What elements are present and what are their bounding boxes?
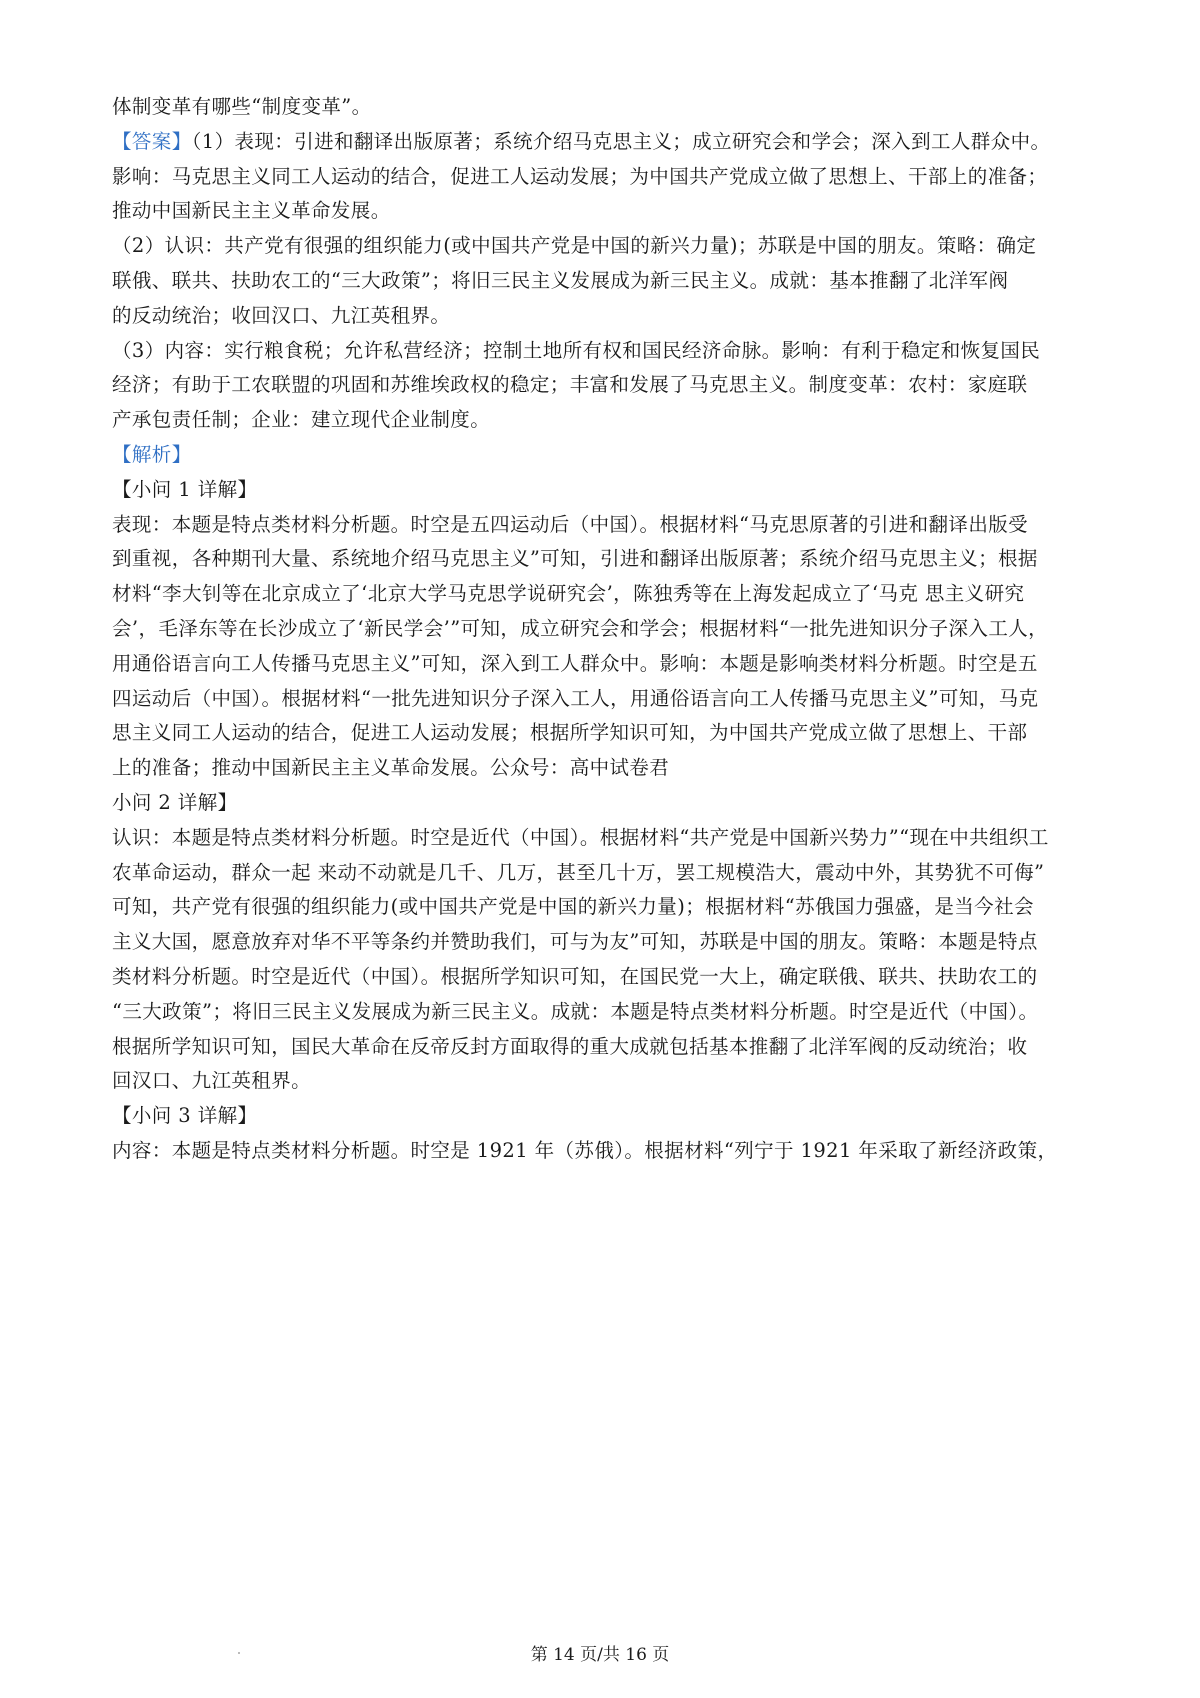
analysis-label: 【解析】: [112, 442, 192, 466]
text-line: （3）内容：实行粮食税；允许私营经济；控制土地所有权和国民经济命脉。影响：有利于稳定和恢复国民: [112, 338, 1041, 362]
text-line: 的反动统治；收回汉口、九江英租界。: [112, 303, 451, 327]
text-line: 体制变革有哪些“制度变革”。: [112, 95, 372, 118]
page-number: 第 14 页/共 16 页: [530, 1645, 670, 1665]
page-body: [112, 90, 1102, 1169]
answer-label: 【答案】: [112, 129, 192, 153]
text-line: 回汉口、九江英租界。: [112, 1069, 312, 1093]
text-line: 认识：本题是特点类材料分析题。时空是近代（中国）。根据材料“共产党是中国新兴势力”“现在中共组织工: [112, 825, 1049, 849]
text-line: 推动中国新民主主义革命发展。: [112, 199, 391, 223]
subquestion-heading: 【小问 1 详解】: [112, 477, 258, 501]
text-line: 产承包责任制；企业：建立现代企业制度。: [112, 408, 491, 432]
text-line: 农革命运动，群众一起 来动不动就是几千、几万，甚至几十万，罢工规模浩大，震动中外，其势犹不可侮”: [112, 860, 1045, 884]
text-line: 可知，共产党有很强的组织能力(或中国共产党是中国的新兴力量)；根据材料“苏俄国力强盛，是当今社会: [112, 895, 1034, 919]
text-line: 到重视，各种期刊大量、系统地介绍马克思主义”可知，引进和翻译出版原著；系统介绍马克思主义；根据: [112, 547, 1038, 571]
text-line: 影响：马克思主义同工人运动的结合，促进工人运动发展；为中国共产党成立做了思想上、干部上的准备；: [112, 164, 1048, 188]
text-line: 经济；有助于工农联盟的巩固和苏维埃政权的稳定；丰富和发展了马克思主义。制度变革：农村：家庭联: [112, 373, 1028, 397]
text-line: 用通俗语言向工人传播马克思主义”可知，深入到工人群众中。影响：本题是影响类材料分析题。时空是五: [112, 651, 1038, 675]
text-line: 类材料分析题。时空是近代（中国）。根据所学知识可知，在国民党一大上，确定联俄、联共、扶助农工的: [112, 964, 1038, 988]
text-line: 根据所学知识可知，国民大革命在反帝反封方面取得的重大成就包括基本推翻了北洋军阀的反动统治；收: [112, 1034, 1028, 1058]
analysis-line: [112, 438, 1102, 473]
text-line: 思主义同工人运动的结合，促进工人运动发展；根据所学知识可知，为中国共产党成立做了思想上、干部: [112, 721, 1028, 745]
subquestion-heading: 【小问 3 详解】: [112, 1104, 258, 1128]
subquestion-heading: 小问 2 详解】: [112, 790, 238, 814]
answer-text: （1）表现：引进和翻译出版原著；系统介绍马克思主义；成立研究会和学会；深入到工人群众中。: [191, 129, 1051, 153]
text-line: （2）认识：共产党有很强的组织能力(或中国共产党是中国的新兴力量)；苏联是中国的朋友。策略：确定: [112, 234, 1037, 258]
text-line: 上的准备；推动中国新民主主义革命发展。公众号：高中试卷君: [112, 756, 670, 780]
text-line: 内容：本题是特点类材料分析题。时空是 1921 年（苏俄）。根据材料“列宁于 1921 年采取了新经济政策，: [112, 1138, 1058, 1162]
text-line: 材料“李大钊等在北京成立了‘北京大学马克思学说研究会’，陈独秀等在上海发起成立了‘马克 思主义研究: [112, 582, 1025, 606]
text-line: “三大政策”；将旧三民主义发展成为新三民主义。成就：本题是特点类材料分析题。时空是近代（中国）。: [112, 999, 1039, 1023]
text-line: 联俄、联共、扶助农工的“三大政策”；将旧三民主义发展成为新三民主义。成就：基本推翻了北洋军阀: [112, 268, 1009, 292]
text-line: 表现：本题是特点类材料分析题。时空是五四运动后（中国）。根据材料“马克思原著的引进和翻译出版受: [112, 512, 1029, 536]
text-line: 主义大国，愿意放弃对华不平等条约并赞助我们，可与为友”可知，苏联是中国的朋友。策略：本题是特点: [112, 930, 1038, 954]
answer-line: [112, 125, 1102, 160]
text-line: 会’，毛泽东等在长沙成立了‘新民学会’”可知，成立研究会和学会；根据材料“一批先进知识分子深入工人，: [112, 616, 1049, 640]
text-line: 四运动后（中国）。根据材料“一批先进知识分子深入工人，用通俗语言向工人传播马克思主义”可知，马克: [112, 686, 1039, 710]
